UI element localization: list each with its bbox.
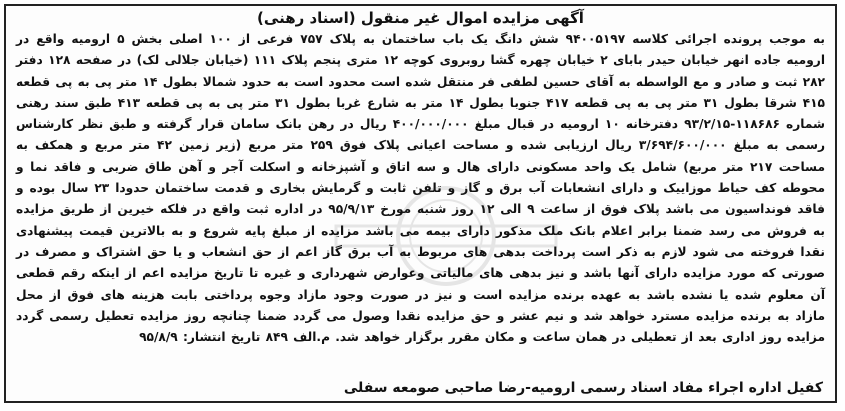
notice-footer-signature: کفیل اداره اجراء مفاد اسناد رسمی ارومیه-رضا صاحبی صومعه سفلی [343,380,823,396]
auction-notice [4,4,837,403]
notice-title: آگهی مزایده اموال غیر منقول (اسناد رهنی) [257,9,584,27]
notice-body: به موجب پرونده اجرائی کلاسه ۹۴۰۰۵۱۹۷ شش دانگ یک باب ساختمان به پلاک ۷۵۷ فرعی از ۱۰۰ اصلی بخش ۵ ارومیه واقع در ارومیه جاده انهر خیابان حیدر بابای ۲ خیابان چهره گشا روبروی کوچه ۱۲ متری پنجم پلاک ۱۱۱ (خیابان جلالی لک) در صفحه ۱۲۸ دفتر ۲۸۲ ثبت و صادر و مع الواسطه به آقای حسین لطفی فر منتقل شده است محدود است به حدود شمالا بطول ۱۴ متر پی به پی قطعه ۴۱۵ شرقا بطول ۳۱ متر پی به پی قطعه ۴۱۷ جنوبا بطول ۱۴ متر به شارع غربا بطول ۳۱ متر پی به پی قطعه ۴۱۳ طبق سند رهنی شماره ۱۱۸۶۸۶-۹۳/۲/۱۵ دفترخانه ۱۰ ارومیه در قبال مبلغ ۴۰۰/۰۰۰/۰۰۰ ریال در رهن بانک سامان قرار گرفته و طبق نظر کارشناس رسمی به مبلغ ۳/۶۹۴/۶۰۰/۰۰۰ ریال ارزیابی شده و مساحت اعیانی پلاک فوق ۲۵۹ متر مربع (زیر زمین ۴۲ متر مربع و همکف به مساحت ۲۱۷ متر مربع) شامل یک واحد مسکونی دارای هال و سه اتاق و آشپزخانه و اسکلت آجر و آهن طاق ضربی و فاقد نما و محوطه کف حیاط موزاییک و دارای انشعابات آب برق و گاز و تلفن ثابت و گرمایش بخاری و قدمت ساختمان حدودا ۲۳ سال بوده و فاقد فونداسیون می باشد پلاک فوق از ساعت ۹ الی ۱۲ روز شنبه مورخ ۹۵/۹/۱۳ در اداره ثبت واقع در فلکه خیرین از طریق مزایده به فروش می رسد ضمنا برابر اعلام بانک ملک مذکور دارای بیمه می باشد مزایده از مبلغ پایه شروع و به بالاترین قیمت پیشنهادی نقدا فروخته می شود لازم به ذکر است پرداخت بدهی های مربوط به آب برق گاز اعم از حق انشعاب و یا حق اشتراک و مصرف در صورتی که مورد مزایده دارای آنها باشد و نیز بدهی های مالیاتی وعوارض شهرداری و غیره تا تاریخ مزایده اعم از اینکه رقم قطعی آن معلوم شده یا نشده باشد به عهده برنده مزایده است و نیز در صورت وجود مازاد وجوه پرداختی بابت هزینه های فوق از محل مازاد به برنده مزایده مسترد خواهد شد و نیم عشر و حق مزایده نقدا وصول می گردد ضمنا چنانچه روز مزایده تعطیل رسمی گردد مزایده روز اداری بعد از تعطیلی در همان ساعت و مکان مقرر برگزار خواهد شد. م.الف ۸۴۹ تاریخ انتشار: ۹۵/۸/۹ [16,32,826,345]
